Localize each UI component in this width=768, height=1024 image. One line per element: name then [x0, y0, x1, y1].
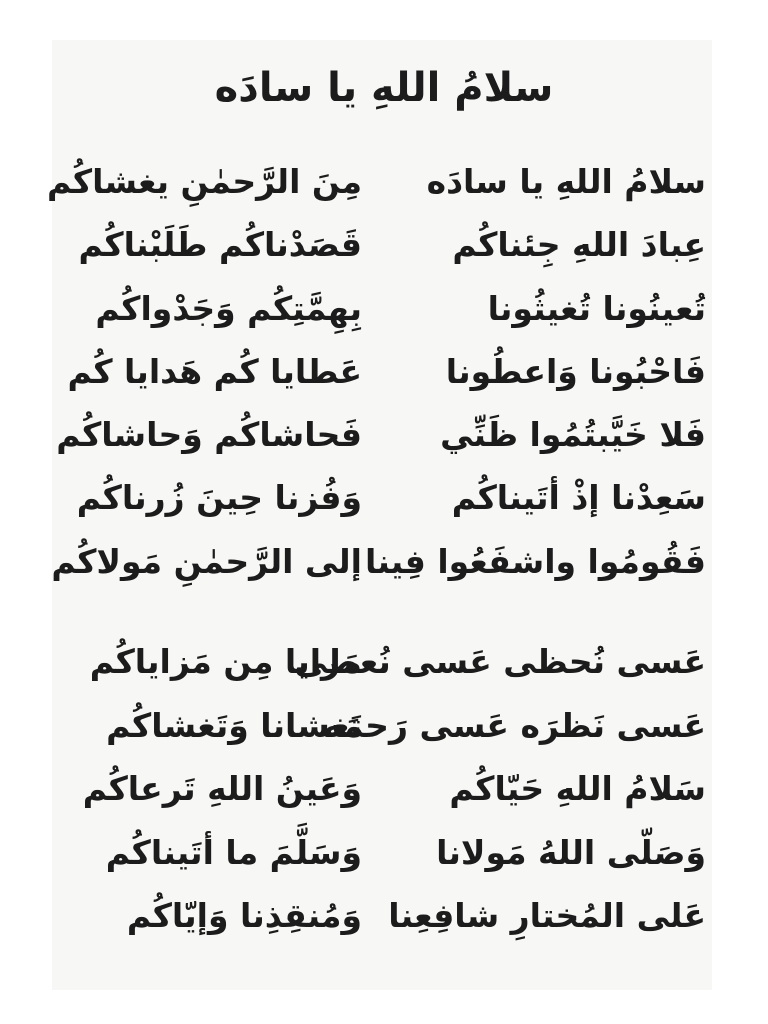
verse-second-hemistich: إلى الرَّحمٰنِ مَولاكُم [51, 541, 362, 581]
verse-second-hemistich: قَصَدْناكُم طَلَبْناكُم [78, 225, 362, 265]
verse-second-hemistich: وَفُزنا حِينَ زُرناكُم [76, 478, 362, 518]
verse [0, 759, 768, 823]
verse-second-hemistich: مِنَ الرَّحمٰنِ يغشاكُم [47, 162, 362, 201]
stanza-2 [0, 632, 768, 950]
verse-second-hemistich: تَغشانا وَتَغشاكُم [106, 705, 362, 745]
verse-second-hemistich: بِهِمَّتِكُم وَجَدْواكُم [95, 288, 362, 328]
verse-first-hemistich: فَقُومُوا واشفَعُوا فِينا [364, 541, 706, 581]
verse-first-hemistich: تُعينُونا تُغيثُونا [487, 288, 706, 328]
verse [0, 468, 768, 531]
verse-second-hemistich: وَسَلَّمَ ما أتَيناكُم [105, 832, 362, 872]
verse [0, 215, 768, 278]
verse-second-hemistich: فَحاشاكُم وَحاشاكُم [56, 415, 362, 455]
verse-first-hemistich: عِبادَ اللهِ جِئناكُم [452, 225, 706, 265]
verse [0, 405, 768, 468]
verse [0, 823, 768, 887]
verse-first-hemistich: سَعِدْنا إذْ أتَيناكُم [451, 478, 706, 518]
verse-first-hemistich: فَلا خَيَّبتُمُوا ظَنِّي [440, 415, 706, 455]
verse [0, 632, 768, 696]
verse-first-hemistich: فَاحْبُونا وَاعطُونا [445, 351, 706, 391]
verse [0, 279, 768, 342]
poem-title: سلامُ اللهِ يا سادَه [214, 65, 554, 111]
stanza-1 [0, 152, 768, 595]
verse [0, 152, 768, 215]
verse-second-hemistich: عَطايا كُم هَدايا كُم [67, 351, 362, 391]
verse [0, 696, 768, 760]
verse-first-hemistich: سلامُ اللهِ يا سادَه [426, 162, 706, 201]
verse-first-hemistich: عَسى نَظرَه عَسى رَحمَه [323, 705, 706, 745]
verse-first-hemistich: عَلى المُختارِ شافِعِنا [388, 896, 706, 935]
verse [0, 342, 768, 405]
verse-second-hemistich: وَمُنقِذِنا وَإيّاكُم [126, 896, 362, 935]
verse [0, 886, 768, 950]
verse-first-hemistich: وَصَلّى اللهُ مَولانا [436, 832, 706, 872]
verse-second-hemistich: وَعَينُ اللهِ تَرعاكُم [82, 769, 362, 808]
verse-second-hemistich: مَزايا مِن مَزاياكُم [89, 642, 362, 681]
verse [0, 532, 768, 595]
verse-first-hemistich: سَلامُ اللهِ حَيّاكُم [449, 769, 706, 808]
verse-first-hemistich: عَسى نُحظى عَسى نُعطى [294, 642, 706, 681]
